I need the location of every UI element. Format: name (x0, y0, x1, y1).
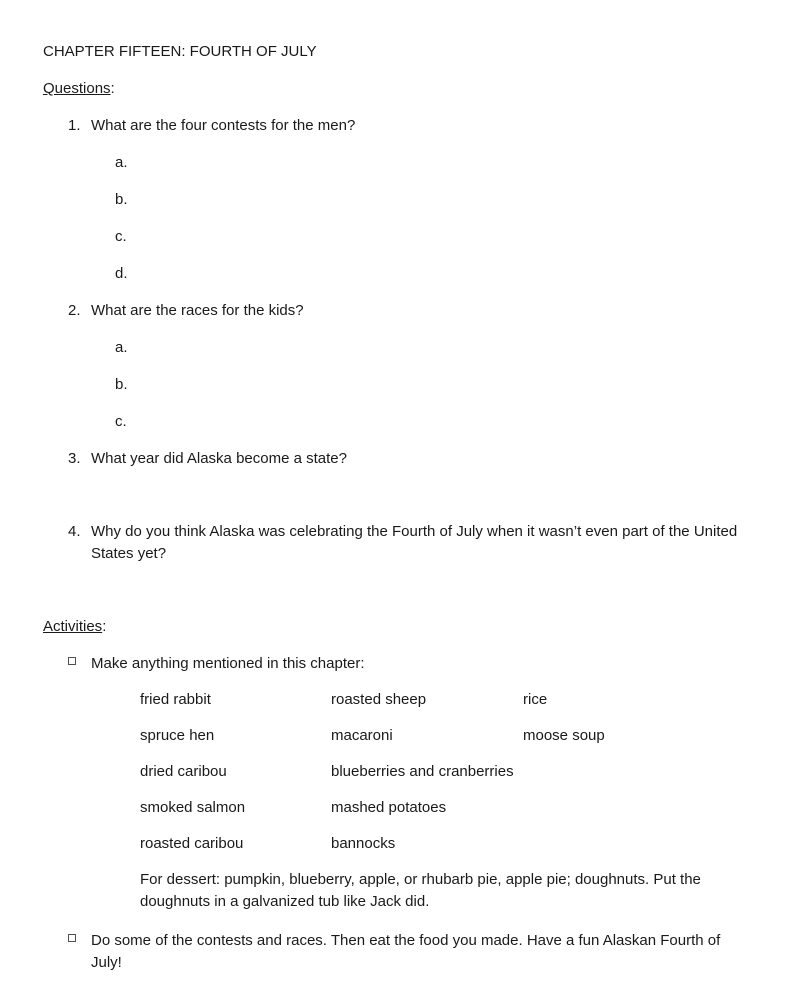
question-3-text: What year did Alaska become a state? (91, 450, 347, 467)
checkbox-unchecked-icon[interactable] (68, 934, 76, 942)
question-2 (43, 300, 755, 322)
question-2-sub-a: a. (115, 339, 128, 356)
food-item: bannocks (331, 835, 396, 852)
chapter-title: CHAPTER FIFTEEN: FOURTH OF JULY (43, 43, 317, 60)
question-4-number: 4. (68, 523, 81, 540)
activities-heading-label: Activities (43, 618, 103, 635)
question-1-sub-b: b. (115, 191, 128, 208)
food-list (140, 689, 755, 869)
checkbox-unchecked-icon[interactable] (68, 657, 76, 665)
question-4 (43, 521, 755, 565)
activity-make-item (43, 653, 755, 675)
food-item: blueberries and cranberries (331, 763, 514, 780)
food-item (523, 797, 755, 819)
questions-heading (43, 78, 755, 100)
question-1 (43, 115, 755, 137)
questions-heading-colon: : (110, 80, 115, 97)
activities-heading (43, 616, 755, 638)
activity-make-text: Make anything mentioned in this chapter: (91, 655, 365, 672)
food-item: smoked salmon (140, 799, 246, 816)
food-item: macaroni (331, 727, 393, 744)
activity-make-checkbox-cell (68, 653, 91, 675)
question-3 (43, 448, 755, 470)
question-2-number: 2. (68, 302, 81, 319)
questions-heading-label: Questions (43, 80, 111, 97)
question-2-sub-c: c. (115, 413, 127, 430)
question-1-number: 1. (68, 117, 81, 134)
food-item: fried rabbit (140, 691, 211, 708)
question-1-sub-d: d. (115, 265, 128, 282)
food-item: mashed potatoes (331, 799, 447, 816)
question-2-sub-b: b. (115, 376, 128, 393)
food-item: rice (523, 691, 548, 708)
food-item (523, 761, 755, 783)
food-item: roasted caribou (140, 835, 244, 852)
question-4-text: Why do you think Alaska was celebrating the Fourth of July when it wasn’t even part of the United States yet? (91, 523, 738, 562)
food-item: roasted sheep (331, 691, 427, 708)
question-3-number: 3. (68, 450, 81, 467)
activity-contests-item (43, 930, 755, 974)
food-item: moose soup (523, 727, 605, 744)
question-1-sub-c: c. (115, 228, 127, 245)
food-item: dried caribou (140, 763, 227, 780)
question-2-text: What are the races for the kids? (91, 302, 304, 319)
activities-heading-colon: : (102, 618, 107, 635)
food-item (523, 833, 755, 855)
activity-contests-text: Do some of the contests and races. Then eat the food you made. Have a fun Alaskan Fourth of July! (91, 932, 721, 971)
activity-contests-checkbox-cell (68, 930, 91, 974)
question-1-text: What are the four contests for the men? (91, 117, 356, 134)
question-1-sub-a: a. (115, 154, 128, 171)
food-item: spruce hen (140, 727, 215, 744)
dessert-note: For dessert: pumpkin, blueberry, apple, or rhubarb pie, apple pie; doughnuts. Put the doughnuts in a galvanized tub like Jack did. (140, 871, 701, 910)
